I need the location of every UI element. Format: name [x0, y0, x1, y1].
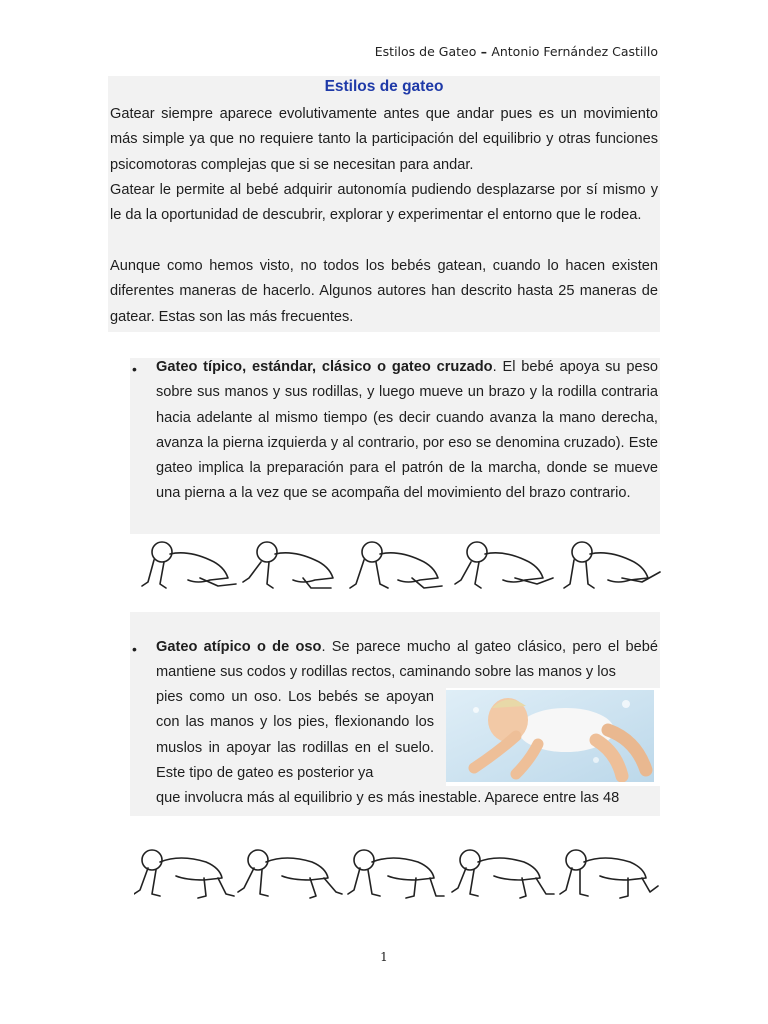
page-title: Estilos de gateo [324, 78, 444, 95]
page-number: 1 [380, 950, 388, 964]
crawling-baby-icon [455, 542, 553, 588]
bear-crawling-baby-icon [238, 850, 342, 898]
header-author: Antonio Fernández Castillo [491, 44, 658, 59]
bullet-marker-1: • [132, 361, 137, 377]
bullet-2-body-top: . Se parece mucho al gateo clásico, pero el bebé mantiene sus codos y rodillas rectos, caminando sobre las manos y los [156, 639, 658, 681]
header-doc-title: Estilos de Gateo [374, 44, 477, 59]
bullet-2-text-top [156, 635, 658, 686]
bullet-2-text-narrow: pies como un oso. Los bebés se apoyan con las manos y los pies, flexionando los muslos in apoyar las rodillas en el suelo. Este tipo de gateo es posterior ya [156, 689, 434, 781]
bear-crawling-baby-icon [452, 850, 554, 898]
bear-crawl-baby-photo [446, 690, 654, 782]
paragraph-3: Aunque como hemos visto, no todos los bebés gatean, cuando lo hacen existen diferentes maneras de hacerlo. Algunos autores han descrito hasta 25 maneras de gatear. Estas son las más frecuentes. [110, 258, 658, 325]
running-header [375, 44, 658, 59]
bear-crawling-baby-icon [134, 850, 234, 898]
paragraph-1: Gatear siempre aparece evolutivamente antes que andar pues es un movimiento más simple ya que no requiere tanto la participación del equilibrio y otras funciones psicomotoras complejas que si se necesitan para andar. [110, 106, 658, 173]
classic-crawl-illustration-strip [140, 538, 665, 598]
bear-crawl-illustration-strip [134, 846, 664, 906]
bullet-2-lead: Gateo atípico o de oso [156, 639, 322, 655]
bear-crawling-baby-icon [348, 850, 444, 898]
bullet-1-body: . El bebé apoya su peso sobre sus manos y sus rodillas, y luego mueve un brazo y la rodilla contraria hacia adelante al mismo tiempo (es decir cuando avanza la mano derecha, avanza la pierna izquierda y al contrario, por eso se denomina cruzado). Este gateo implica la preparación para el patrón de la marcha, donde se mueve una pierna a la vez que se acompaña del movimiento del brazo contrario. [156, 359, 658, 502]
header-separator: – [476, 44, 492, 59]
paragraph-2: Gatear le permite al bebé adquirir autonomía pudiendo desplazarse por sí mismo y le da la oportunidad de descubrir, explorar y experimentar el entorno que le rodea. [110, 182, 658, 224]
bullet-marker-2: • [132, 641, 137, 657]
crawling-baby-icon [350, 542, 442, 588]
crawling-baby-icon [142, 542, 236, 588]
bullet-2-text-tail: que involucra más al equilibrio y es más inestable. Aparece entre las 48 [156, 790, 620, 806]
bullet-1-text [156, 355, 658, 507]
bullet-1-lead: Gateo típico, estándar, clásico o gateo cruzado [156, 359, 493, 375]
crawling-baby-icon [564, 542, 660, 588]
crawling-baby-icon [243, 542, 333, 588]
bear-crawling-baby-icon [560, 850, 658, 898]
